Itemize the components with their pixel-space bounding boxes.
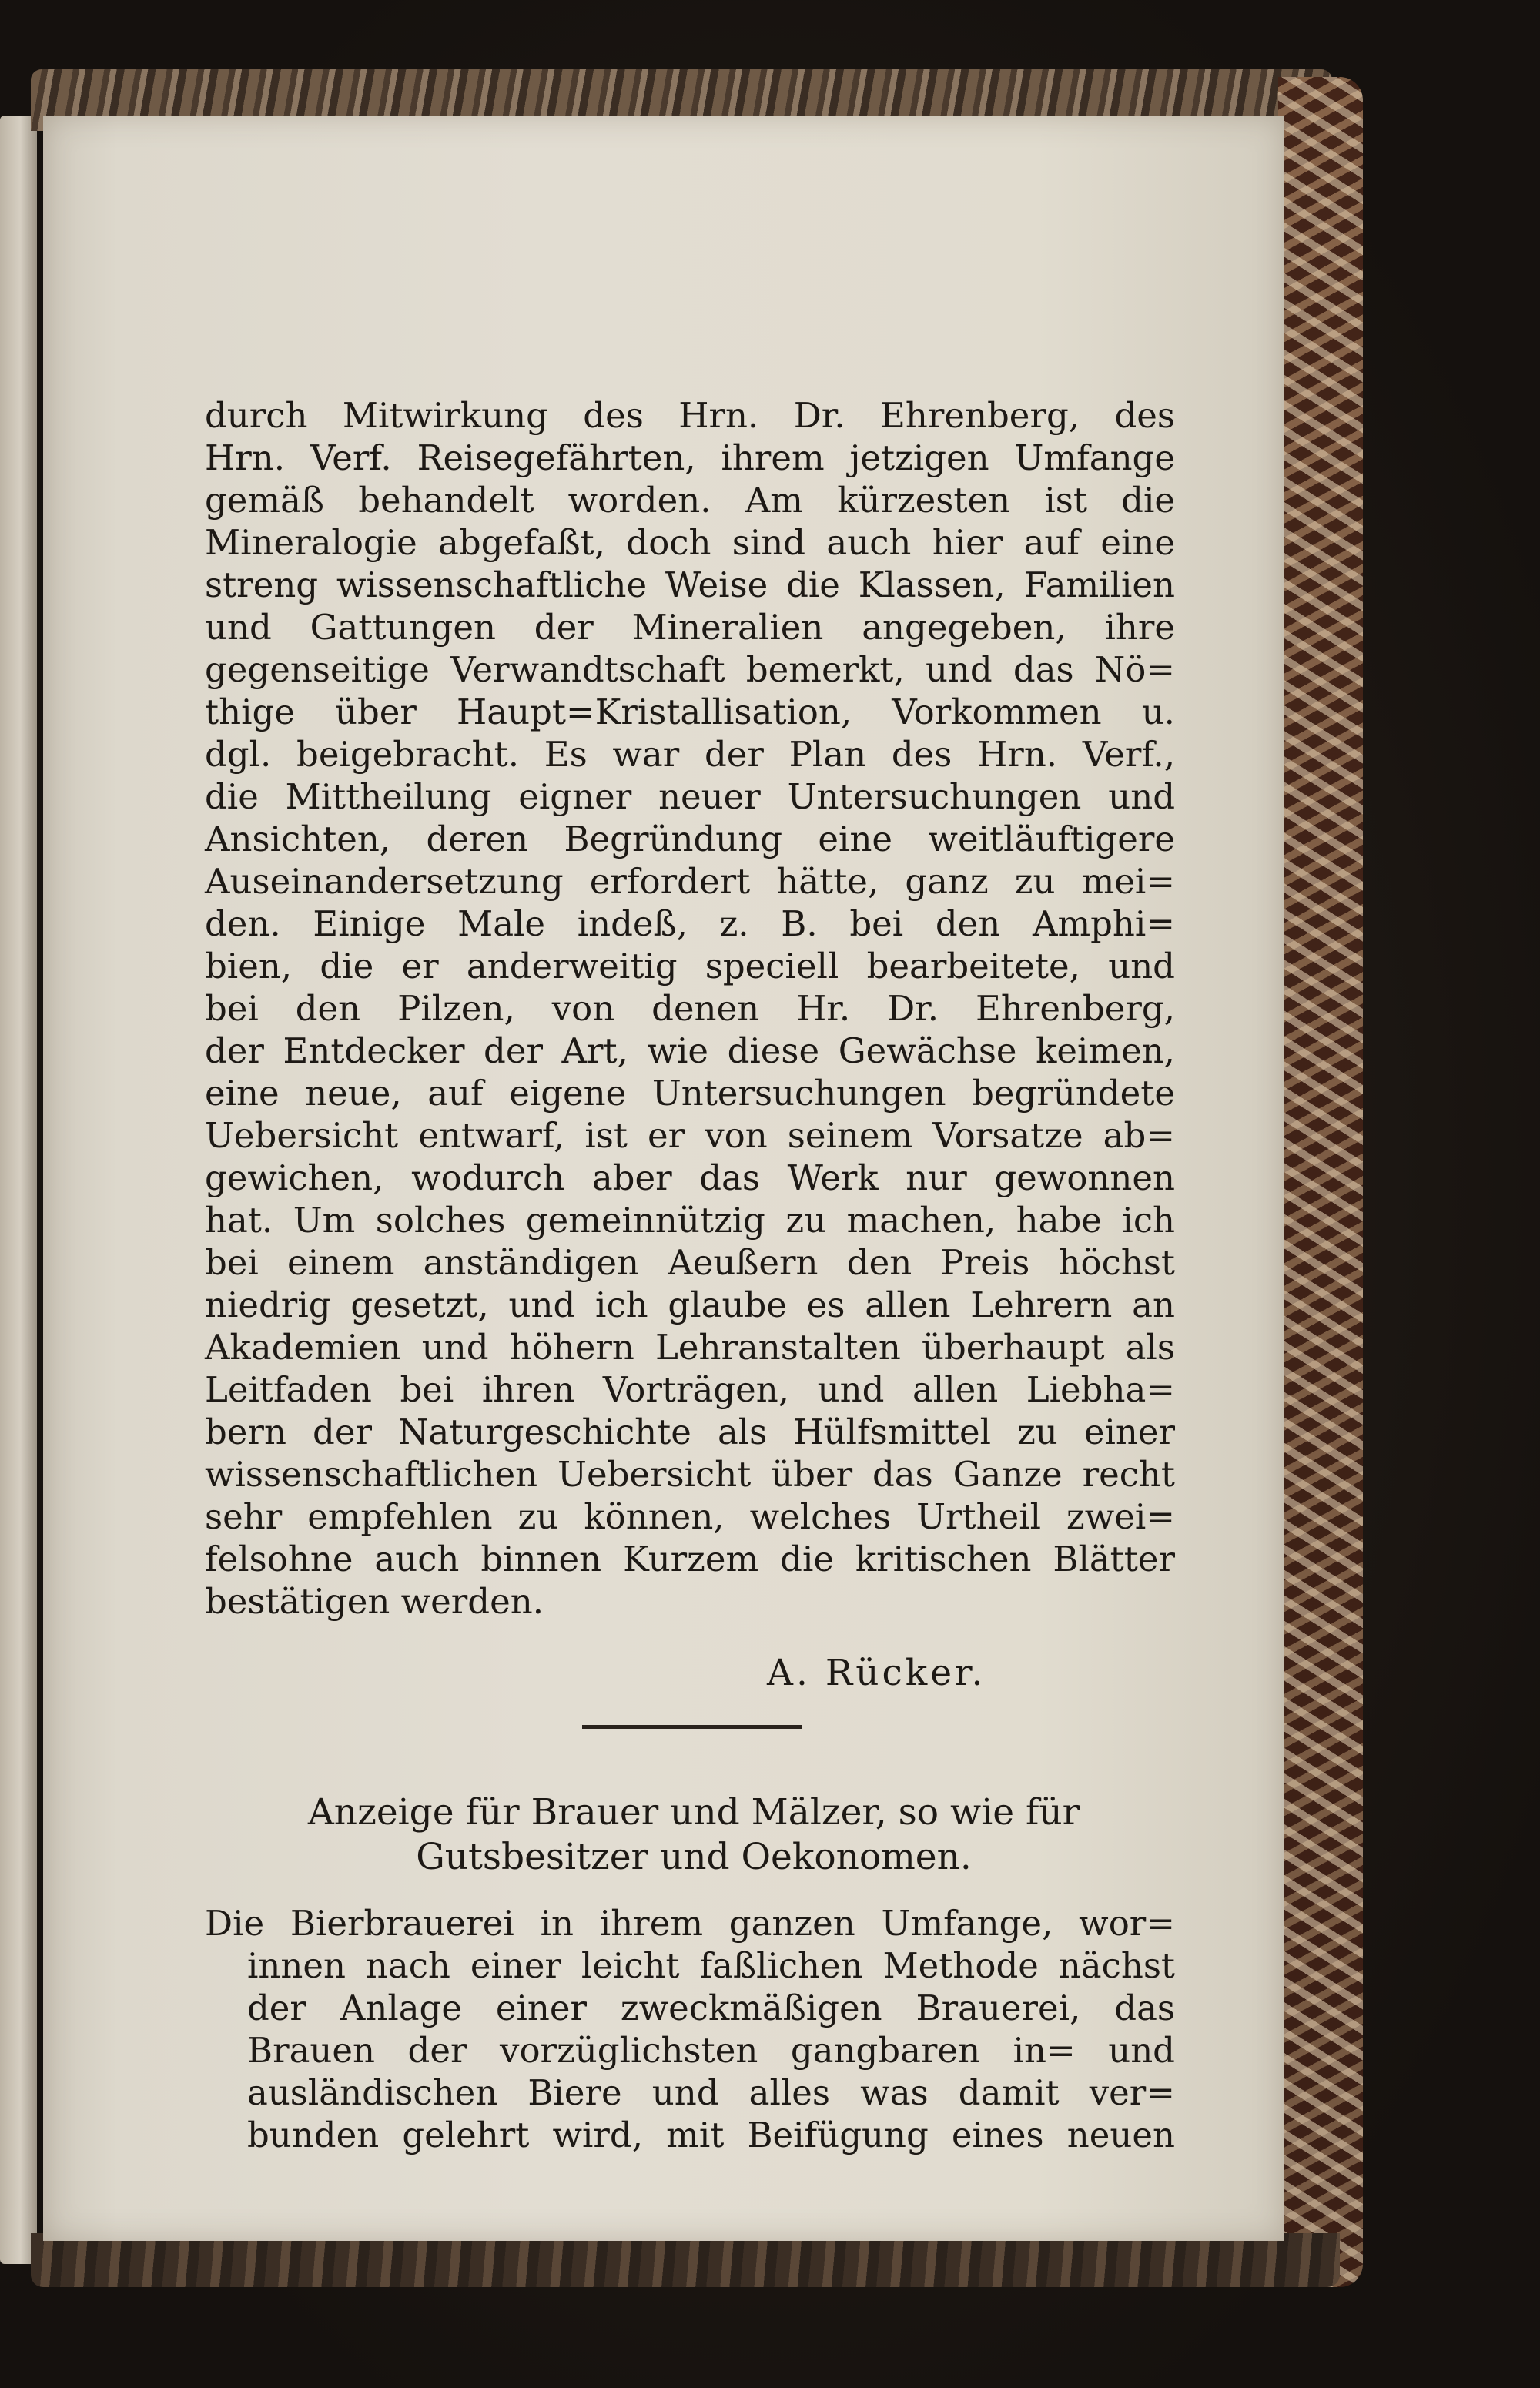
text-line: der Entdecker der Art, wie diese Gewächse keimen, xyxy=(205,1030,1175,1071)
text-line: bei den Pilzen, von denen Hr. Dr. Ehrenberg, xyxy=(205,988,1175,1029)
text-line: Mineralogie abgefaßt, doch sind auch hier auf eine xyxy=(205,522,1175,563)
book-page xyxy=(43,116,1284,2241)
heading-line: Anzeige für Brauer und Mälzer, so wie für xyxy=(307,1791,1080,1834)
text-line: thige über Haupt=Kristallisation, Vorkommen u. xyxy=(205,692,1175,732)
text-line: und Gattungen der Mineralien angegeben, ihre xyxy=(205,607,1175,648)
book-bottom-edge xyxy=(31,2233,1340,2287)
previous-page-edge xyxy=(0,116,37,2264)
entry-line: ausländischen Biere und alles was damit ver= xyxy=(247,2072,1175,2113)
text-line: den. Einige Male indeß, z. B. bei den Amphi= xyxy=(205,903,1175,944)
book-entry xyxy=(205,1902,1175,2156)
text-line: bien, die er anderweitig speciell bearbeitete, und xyxy=(205,946,1175,986)
text-line: Auseinandersetzung erfordert hätte, ganz zu mei= xyxy=(205,861,1175,902)
body-text xyxy=(205,394,1175,1623)
text-line: streng wissenschaftliche Weise die Klassen, Familien xyxy=(205,564,1175,605)
text-line: bern der Naturgeschichte als Hülfsmittel zu einer xyxy=(205,1412,1175,1452)
text-line: Leitfaden bei ihren Vorträgen, und allen Liebha= xyxy=(205,1369,1175,1410)
author-signature: A. Rücker. xyxy=(767,1652,986,1694)
text-line: gewichen, wodurch aber das Werk nur gewonnen xyxy=(205,1157,1175,1198)
text-line: sehr empfehlen zu können, welches Urtheil zwei= xyxy=(205,1496,1175,1537)
marbled-cover-edge xyxy=(1278,77,1363,2287)
text-line: eine neue, auf eigene Untersuchungen begründete xyxy=(205,1073,1175,1114)
text-line: gegenseitige Verwandtschaft bemerkt, und das Nö= xyxy=(205,649,1175,690)
text-line: Ansichten, deren Begründung eine weitläuftigere xyxy=(205,819,1175,859)
entry-line: Brauen der vorzüglichsten gangbaren in= und xyxy=(247,2030,1175,2071)
text-line: felsohne auch binnen Kurzem die kritischen Blätter xyxy=(205,1539,1175,1579)
advertisement-heading xyxy=(213,1790,1175,1880)
text-line: niedrig gesetzt, und ich glaube es allen Lehrern an xyxy=(205,1284,1175,1325)
entry-line: der Anlage einer zweckmäßigen Brauerei, das xyxy=(247,1988,1175,2028)
heading-line: Gutsbesitzer und Oekonomen. xyxy=(416,1836,972,1878)
text-line: gemäß behandelt worden. Am kürzesten ist die xyxy=(205,480,1175,521)
text-line: durch Mitwirkung des Hrn. Dr. Ehrenberg, des xyxy=(205,395,1175,436)
entry-line: bunden gelehrt wird, mit Beifügung eines neuen xyxy=(247,2115,1175,2155)
text-line: die Mittheilung eigner neuer Untersuchungen und xyxy=(205,776,1175,817)
section-divider xyxy=(582,1725,802,1729)
text-line: Uebersicht entwarf, ist er von seinem Vorsatze ab= xyxy=(205,1115,1175,1156)
text-line: dgl. beigebracht. Es war der Plan des Hrn. Verf., xyxy=(205,734,1175,775)
text-line: wissenschaftlichen Uebersicht über das Ganze recht xyxy=(205,1454,1175,1495)
text-line: Hrn. Verf. Reisegefährten, ihrem jetzigen Umfange xyxy=(205,437,1175,478)
entry-line: Die Bierbrauerei in ihrem ganzen Umfange, wor= xyxy=(205,1903,1175,1944)
text-line: hat. Um solches gemeinnützig zu machen, habe ich xyxy=(205,1200,1175,1241)
text-line: bei einem anständigen Aeußern den Preis höchst xyxy=(205,1242,1175,1283)
text-line: Akademien und höhern Lehranstalten überhaupt als xyxy=(205,1327,1175,1368)
entry-line: innen nach einer leicht faßlichen Methode nächst xyxy=(247,1945,1175,1986)
text-line: bestätigen werden. xyxy=(205,1581,544,1622)
